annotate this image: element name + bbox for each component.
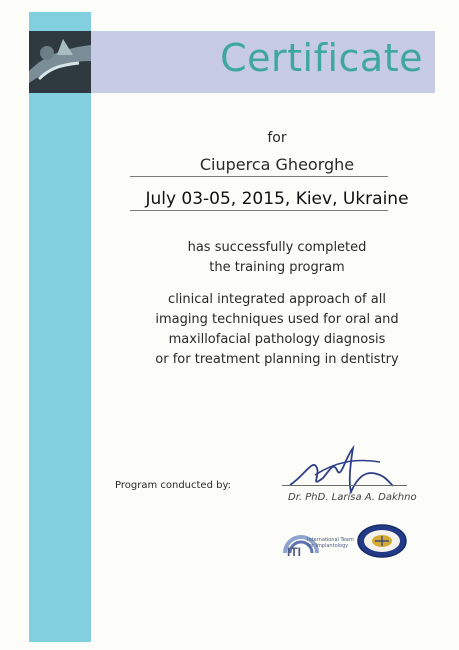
signature-line <box>282 485 407 486</box>
completion-text <box>107 238 447 278</box>
program-description <box>107 290 447 370</box>
conducted-by-label: Program conducted by: <box>115 480 232 491</box>
program-line-2: imaging techniques used for oral and <box>155 312 399 327</box>
signer-name: Dr. PhD. Larisa A. Dakhno <box>288 492 417 503</box>
completion-line-2: the training program <box>209 260 345 275</box>
association-seal <box>357 523 407 559</box>
iti-line-1: International Team <box>307 537 354 543</box>
for-label: for <box>267 130 287 146</box>
iti-line-2: for Implantology <box>307 543 349 549</box>
recipient-name: Ciuperca Gheorghe <box>199 155 355 174</box>
dental-xray-image <box>29 31 91 93</box>
event-date-location: July 03-05, 2015, Kiev, Ukraine <box>145 189 409 209</box>
signature <box>285 440 395 500</box>
program-line-3: maxillofacial pathology diagnosis <box>168 332 386 347</box>
event-underline <box>130 210 388 211</box>
completion-line-1: has successfully completed <box>187 240 367 255</box>
side-stripe <box>29 12 91 642</box>
iti-short: ITI <box>287 545 301 559</box>
certificate-title: Certificate <box>220 36 423 80</box>
program-line-1: clinical integrated approach of all <box>168 292 386 307</box>
recipient-underline <box>130 176 388 177</box>
program-line-4: or for treatment planning in dentistry <box>155 352 399 367</box>
